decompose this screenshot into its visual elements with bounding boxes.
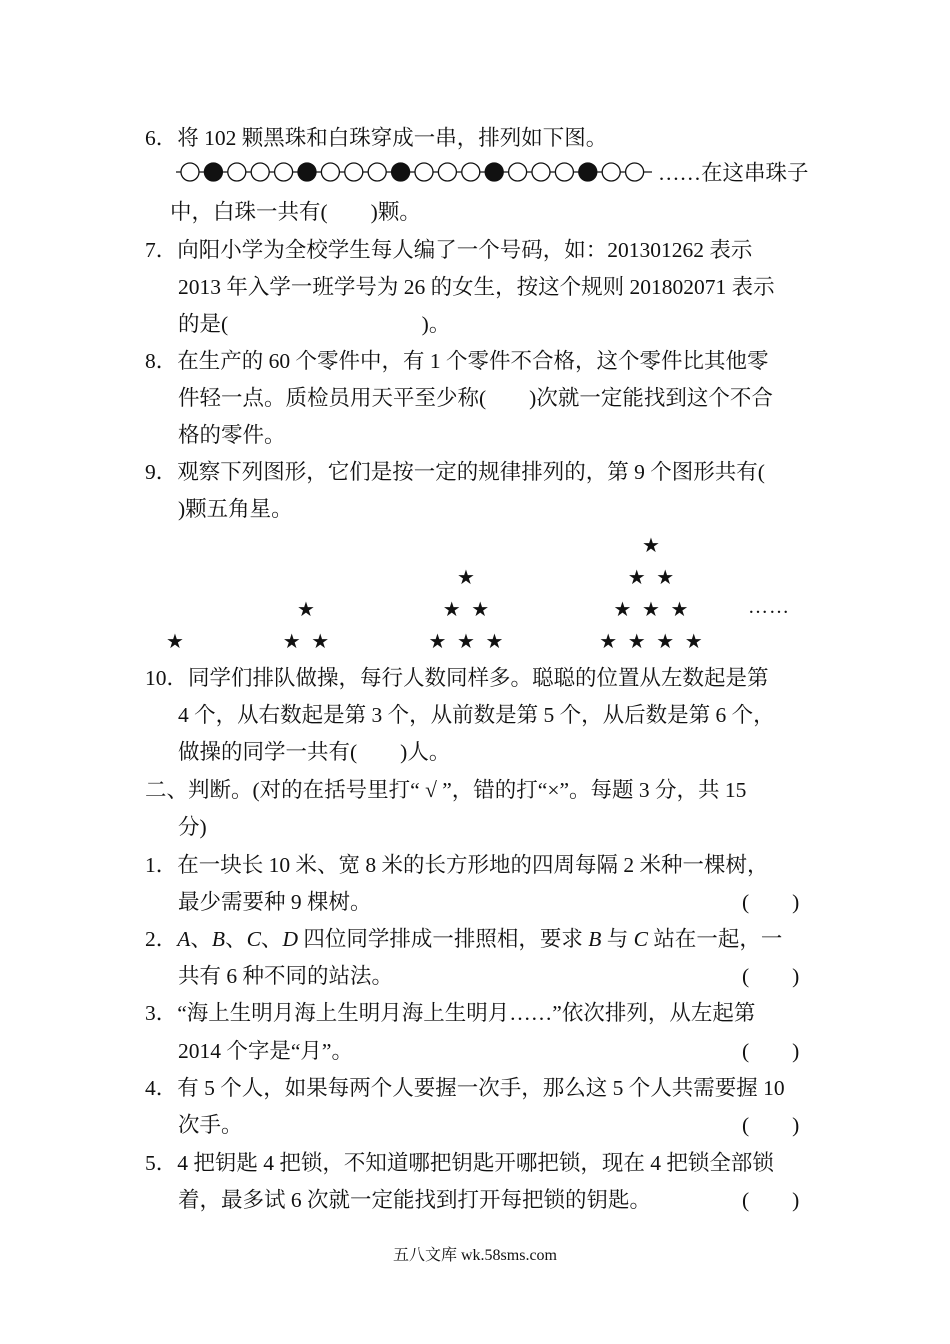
- q10-line1: 10．同学们排队做操，每行人数同样多。聪聪的位置从左数起是第: [145, 666, 769, 690]
- white-bead: [321, 163, 339, 181]
- white-bead: [181, 163, 199, 181]
- white-bead: [509, 163, 527, 181]
- j3-line1: 3．“海上生明月海上生明月海上生明月……”依次排列，从左起第: [145, 1001, 756, 1025]
- star-icon: ★: [457, 565, 475, 589]
- j3-line2: 2014 个字是“月”。: [178, 1039, 353, 1063]
- j3-answer-paren: ( ): [742, 1039, 800, 1063]
- white-bead: [555, 163, 573, 181]
- white-bead: [462, 163, 480, 181]
- section2-heading: 二、判断。(对的在括号里打“ √ ”，错的打“×”。每题 3 分，共 15: [145, 778, 747, 802]
- star-icon: ★: [642, 597, 660, 621]
- j2-answer-paren: ( ): [742, 964, 800, 988]
- black-bead: [485, 163, 503, 181]
- star-icon: ★: [457, 629, 475, 653]
- j2-text: 四位同学排成一排照相，要求: [297, 927, 589, 951]
- j2-var-c: C: [246, 927, 261, 951]
- star-icon: ★: [656, 629, 675, 653]
- j5-line2: 着，最多试 6 次就一定能找到打开每把锁的钥匙。: [178, 1188, 652, 1212]
- star-icon: ★: [442, 597, 461, 621]
- section2-heading-cont: 分): [178, 815, 207, 839]
- q6-line1: 6．将 102 颗黑珠和白珠穿成一串，排列如下图。: [145, 126, 608, 150]
- white-bead: [415, 163, 433, 181]
- star-icon: ★: [627, 629, 646, 653]
- q9-line2: )颗五角星。: [178, 497, 293, 521]
- white-bead: [438, 163, 456, 181]
- j2-text: 与: [601, 927, 634, 951]
- white-bead: [345, 163, 363, 181]
- j2-line1: [145, 924, 782, 954]
- j1-line1: 1．在一块长 10 米、宽 8 米的长方形地的四周每隔 2 米种一棵树，: [145, 853, 769, 877]
- j2-var-d: D: [282, 927, 298, 951]
- q7-line3: 的是( )。: [178, 312, 451, 336]
- white-bead: [275, 163, 293, 181]
- j2-num: 2．: [145, 927, 178, 951]
- j4-line1: 4．有 5 个人，如果每两个人要握一次手，那么这 5 个人共需要握 10: [145, 1076, 785, 1100]
- j4-answer-paren: ( ): [742, 1113, 800, 1137]
- star-icon: ★: [613, 597, 632, 621]
- white-bead: [626, 163, 644, 181]
- star-icon: ★: [297, 597, 315, 621]
- star-icon: ★: [670, 597, 689, 621]
- star-icon: ★: [642, 533, 660, 557]
- black-bead: [204, 163, 222, 181]
- j1-line2: 最少需要种 9 棵树。: [178, 890, 372, 914]
- j5-answer-paren: ( ): [742, 1188, 800, 1212]
- q10-line3: 做操的同学一共有( )人。: [178, 740, 451, 764]
- j2-var-b2: B: [588, 927, 602, 951]
- star-icon: ★: [656, 565, 675, 589]
- black-bead: [579, 163, 597, 181]
- q7-line1: 7．向阳小学为全校学生每人编了一个号码，如：201301262 表示: [145, 238, 753, 262]
- star-icon: ★: [684, 629, 703, 653]
- black-bead: [298, 163, 316, 181]
- white-bead: [368, 163, 386, 181]
- j2-sep: 、: [260, 927, 283, 951]
- q8-line2: 件轻一点。质检员用天平至少称( )次就一定能找到这个不合: [178, 386, 773, 410]
- j5-line1: 5．4 把钥匙 4 把锁，不知道哪把钥匙开哪把锁，现在 4 把锁全部锁: [145, 1151, 774, 1175]
- white-bead: [228, 163, 246, 181]
- bead-string-figure: [176, 159, 656, 185]
- j2-text: 站在一起，一: [647, 927, 783, 951]
- q9-line1: 9．观察下列图形，它们是按一定的规律排列的，第 9 个图形共有(: [145, 460, 765, 484]
- j2-var-a: A: [177, 927, 191, 951]
- white-bead: [602, 163, 620, 181]
- star-icon: ★: [282, 629, 301, 653]
- q10-line2: 4 个，从右数起是第 3 个，从前数是第 5 个，从后数是第 6 个，: [178, 703, 775, 727]
- j2-line2: 共有 6 种不同的站法。: [178, 964, 394, 988]
- footer-watermark: 五八文库 wk.58sms.com: [392, 1247, 557, 1264]
- star-ellipsis: ……: [748, 596, 790, 618]
- star-icon: ★: [311, 629, 330, 653]
- j2-sep: 、: [190, 927, 212, 951]
- q7-line2: 2013 年入学一班学号为 26 的女生，按这个规则 201802071 表示: [178, 275, 775, 299]
- star-icon: ★: [627, 565, 646, 589]
- j1-answer-paren: ( ): [742, 890, 800, 914]
- star-icon: ★: [428, 629, 447, 653]
- q8-line1: 8．在生产的 60 个零件中，有 1 个零件不合格，这个零件比其他零: [145, 349, 769, 373]
- j4-line2: 次手。: [178, 1113, 243, 1137]
- white-bead: [532, 163, 550, 181]
- star-icon: ★: [599, 629, 618, 653]
- j2-var-b: B: [211, 927, 226, 951]
- j2-sep: 、: [225, 927, 247, 951]
- q6-line3: 中，白珠一共有( )颗。: [170, 200, 421, 224]
- star-icon: ★: [166, 629, 184, 653]
- q8-line3: 格的零件。: [178, 423, 286, 447]
- white-bead: [251, 163, 269, 181]
- star-icon: ★: [471, 597, 490, 621]
- q6-after-beads: ……在这串珠子: [658, 161, 809, 185]
- star-icon: ★: [485, 629, 504, 653]
- j2-var-c2: C: [633, 927, 648, 951]
- black-bead: [392, 163, 410, 181]
